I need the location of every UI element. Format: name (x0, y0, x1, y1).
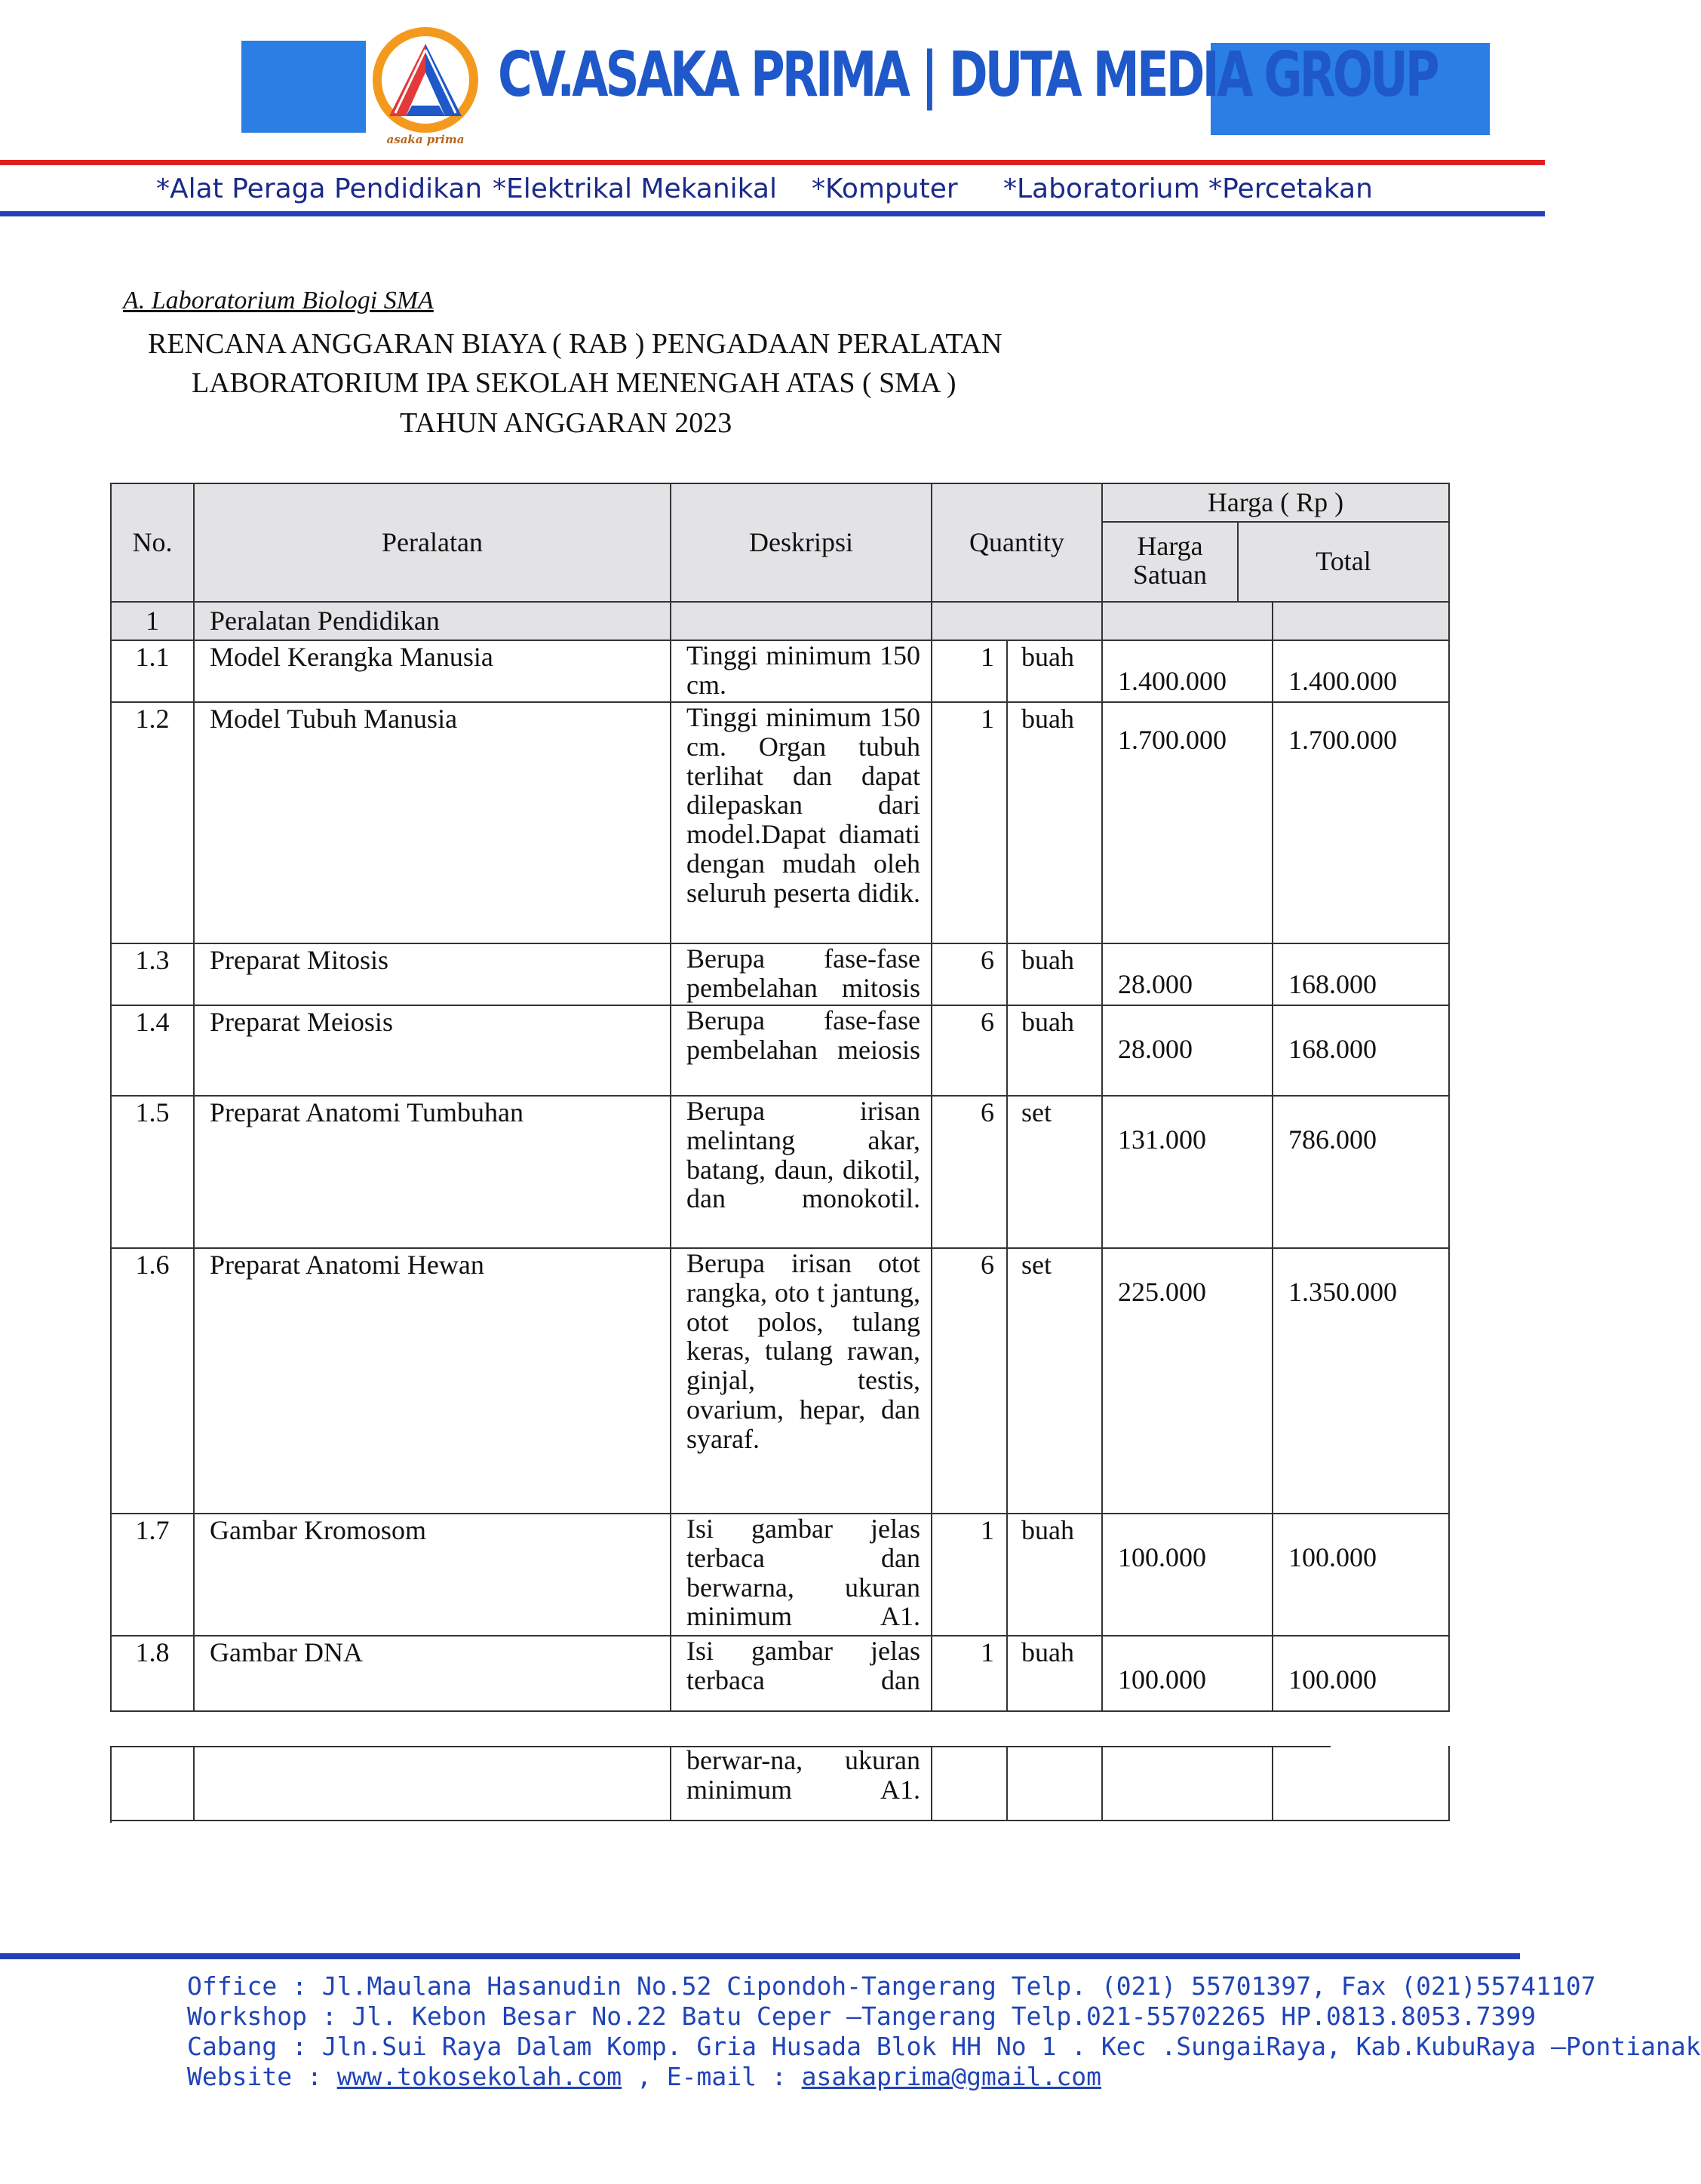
table-cell-total (1273, 1514, 1450, 1636)
row-item-name: Gambar DNA (210, 1637, 363, 1667)
row-quantity: 6 (981, 1007, 994, 1037)
row-total: 1.350.000 (1288, 1277, 1397, 1307)
table-cell-no (112, 1636, 195, 1712)
header-cell-total (1239, 523, 1450, 603)
table-cell-unit (1008, 1006, 1103, 1097)
row-unit: buah (1021, 1515, 1074, 1545)
table-cell-name (195, 1006, 671, 1097)
row-unit: buah (1021, 1007, 1074, 1037)
row-number: 1.8 (135, 1637, 170, 1667)
table-cell-name (195, 944, 671, 1006)
table-cell-price (1103, 1636, 1273, 1712)
table-cell-price (1103, 1006, 1273, 1097)
footer-contact-line (187, 2062, 1701, 2092)
row-description: Berupa fase-fase pembelahan mitosis (686, 943, 920, 1003)
category-no: 1 (146, 606, 159, 636)
category-cell-empty (1273, 603, 1450, 641)
table-cell-desc (671, 1514, 932, 1636)
header-cell-harga-group (1103, 484, 1450, 523)
header-no: No. (132, 527, 173, 557)
header-cell-harga-satuan (1103, 523, 1239, 603)
table-cell-name (195, 641, 671, 703)
row-unit-price: 1.700.000 (1118, 725, 1227, 755)
table-cell-unit (1008, 944, 1103, 1006)
header-cell-peralatan (195, 484, 671, 603)
row-item-name: Preparat Mitosis (210, 945, 388, 975)
table-cell-no (112, 641, 195, 703)
row-unit-price: 225.000 (1118, 1277, 1206, 1307)
table-cell-no (112, 1006, 195, 1097)
row-description: Berupa irisan melintang akar, batang, daun, dikotil, dan monokotil. (686, 1096, 920, 1214)
row-number: 1.1 (135, 642, 170, 672)
table-cell-desc (671, 1006, 932, 1097)
company-logo (367, 27, 484, 155)
document-title-line-2: LABORATORIUM IPA SEKOLAH MENENGAH ATAS ( SMA ) (192, 367, 956, 399)
row-description: Berupa irisan otot rangka, oto t jantung, otot polos, tulang keras, tulang rawan, ginjal, testis, ovarium, hepar, dan syaraf. (686, 1248, 920, 1454)
row-item-name: Preparat Anatomi Hewan (210, 1250, 484, 1280)
table-cell-price (1103, 641, 1273, 703)
table-cell-qty (932, 1097, 1008, 1249)
row-total: 100.000 (1288, 1542, 1377, 1572)
footer-workshop: Workshop : Jl. Kebon Besar No.22 Batu Ceper –Tangerang Telp.021-55702265 HP.0813.8053.7399 (187, 2001, 1537, 2031)
footer-contact (187, 1971, 1701, 2092)
row-item-name: Model Tubuh Manusia (210, 704, 458, 734)
header-blue-rule (0, 211, 1545, 216)
table-cell-price (1103, 1097, 1273, 1249)
table-cell-name (195, 1249, 671, 1514)
row-number: 1.3 (135, 945, 170, 975)
table-cell-qty (932, 1514, 1008, 1636)
document-title-line-3: TAHUN ANGGARAN 2023 (400, 407, 732, 439)
continuation-cell-desc (671, 1746, 932, 1821)
category-cell-name (195, 603, 671, 641)
table-cell-no (112, 1097, 195, 1249)
table-cell-desc (671, 944, 932, 1006)
row-unit-price: 100.000 (1118, 1664, 1206, 1695)
table-cell-name (195, 703, 671, 944)
row-item-name: Gambar Kromosom (210, 1515, 426, 1545)
row-total: 168.000 (1288, 969, 1377, 999)
rab-table (110, 483, 1450, 1712)
header-harga-satuan: Harga Satuan (1133, 531, 1207, 590)
table-cell-qty (932, 641, 1008, 703)
table-cell-total (1273, 1636, 1450, 1712)
table-cell-desc (671, 1097, 932, 1249)
row-description: Berupa fase-fase pembelahan meiosis (686, 1005, 920, 1065)
table-cell-qty (932, 1636, 1008, 1712)
continuation-cell-name (195, 1746, 671, 1821)
continuation-cell-qty (932, 1746, 1008, 1821)
table-cell-qty (932, 1249, 1008, 1514)
row-quantity: 6 (981, 1250, 994, 1280)
row-unit-price: 100.000 (1118, 1542, 1206, 1572)
row-item-name: Preparat Anatomi Tumbuhan (210, 1097, 524, 1127)
row-quantity: 1 (981, 642, 994, 672)
section-title: A. Laboratorium Biologi SMA (123, 287, 434, 314)
row-unit: buah (1021, 642, 1074, 672)
header-cell-no (112, 484, 195, 603)
table-cell-desc (671, 1636, 932, 1712)
table-cell-total (1273, 1249, 1450, 1514)
table-cell-no (112, 1514, 195, 1636)
company-name: CV.ASAKA PRIMA | DUTA MEDIA GROUP (498, 39, 1437, 111)
table-cell-unit (1008, 1249, 1103, 1514)
row-quantity: 1 (981, 1515, 994, 1545)
footer-office: Office : Jl.Maulana Hasanudin No.52 Cipondoh-Tangerang Telp. (021) 55701397, Fax (021)55741107 (187, 1971, 1596, 2001)
continuation-cell-price (1103, 1746, 1273, 1821)
table-cell-price (1103, 1249, 1273, 1514)
row-unit: buah (1021, 704, 1074, 734)
header-deskripsi: Deskripsi (749, 527, 853, 557)
table-cell-desc (671, 703, 932, 944)
row-unit-price: 28.000 (1118, 1034, 1193, 1064)
row-quantity: 6 (981, 1097, 994, 1127)
row-description: Tinggi minimum 150 cm. (686, 640, 920, 700)
table-cell-qty (932, 944, 1008, 1006)
header-blue-block-left (241, 41, 366, 133)
row-number: 1.5 (135, 1097, 170, 1127)
table-cell-qty (932, 1006, 1008, 1097)
table-cell-total (1273, 703, 1450, 944)
rab-table-continuation (110, 1746, 1450, 1823)
row-quantity: 1 (981, 704, 994, 734)
row-total: 786.000 (1288, 1124, 1377, 1155)
table-cell-no (112, 944, 195, 1006)
row-total: 1.400.000 (1288, 666, 1397, 696)
header-peralatan: Peralatan (382, 527, 483, 557)
footer-website-label: Website : (187, 2062, 337, 2091)
table-cell-price (1103, 1514, 1273, 1636)
row-unit-price: 28.000 (1118, 969, 1193, 999)
row-unit: set (1021, 1250, 1052, 1280)
table-cell-price (1103, 944, 1273, 1006)
row-quantity: 1 (981, 1637, 994, 1667)
table-cell-no (112, 1249, 195, 1514)
row-description: Isi gambar jelas terbaca dan (686, 1636, 920, 1695)
table-cell-name (195, 1636, 671, 1712)
category-name: Peralatan Pendidikan (210, 606, 440, 636)
row-quantity: 6 (981, 945, 994, 975)
table-cell-desc (671, 1249, 932, 1514)
continuation-cell-no (112, 1746, 195, 1821)
header-red-rule (0, 160, 1545, 165)
table-cell-name (195, 1514, 671, 1636)
table-cell-total (1273, 944, 1450, 1006)
row-unit: buah (1021, 945, 1074, 975)
document-title-line-1: RENCANA ANGGARAN BIAYA ( RAB ) PENGADAAN PERALATAN (148, 328, 1002, 360)
continuation-cell-total (1273, 1746, 1450, 1821)
table-cell-unit (1008, 641, 1103, 703)
service-item: *Laboratorium *Percetakan (1003, 173, 1373, 204)
website-link[interactable]: www.tokosekolah.com (336, 2062, 622, 2091)
category-cell-empty (1103, 603, 1273, 641)
continuation-cell-unit (1008, 1746, 1103, 1821)
category-cell-empty (932, 603, 1103, 641)
category-cell-no (112, 603, 195, 641)
service-item: *Komputer (812, 173, 958, 204)
table-cell-qty (932, 703, 1008, 944)
service-item: *Elektrikal Mekanikal (493, 173, 777, 204)
table-cell-unit (1008, 1514, 1103, 1636)
table-cell-no (112, 703, 195, 944)
row-description: Isi gambar jelas terbaca dan berwarna, ukuran minimum A1. (686, 1514, 920, 1632)
header-quantity: Quantity (969, 527, 1064, 557)
table-cell-unit (1008, 1636, 1103, 1712)
row-total: 168.000 (1288, 1034, 1377, 1064)
table-cell-price (1103, 703, 1273, 944)
logo-caption: asaka prima (386, 133, 465, 146)
logo-emblem-icon (367, 27, 484, 133)
table-cell-total (1273, 1006, 1450, 1097)
row-total: 1.700.000 (1288, 725, 1397, 755)
header-harga-group: Harga ( Rp ) (1207, 487, 1344, 517)
row-unit-price: 1.400.000 (1118, 666, 1227, 696)
service-item: *Alat Peraga Pendidikan (156, 173, 483, 204)
email-link[interactable]: asakaprima@gmail.com (801, 2062, 1101, 2091)
footer-email-label: , E-mail : (622, 2062, 802, 2091)
table-cell-total (1273, 1097, 1450, 1249)
row-number: 1.4 (135, 1007, 170, 1037)
header-cell-quantity (932, 484, 1103, 603)
row-description: Tinggi minimum 150 cm. Organ tubuh terlihat dan dapat dilepaskan dari model.Dapat diamati dengan mudah oleh seluruh peserta didik. (686, 702, 920, 908)
footer-blue-rule (0, 1953, 1520, 1959)
row-item-name: Model Kerangka Manusia (210, 642, 493, 672)
row-unit-price: 131.000 (1118, 1124, 1206, 1155)
table-cell-desc (671, 641, 932, 703)
header-total: Total (1316, 546, 1371, 576)
row-number: 1.7 (135, 1515, 170, 1545)
row-number: 1.6 (135, 1250, 170, 1280)
row-total: 100.000 (1288, 1664, 1377, 1695)
row-unit: set (1021, 1097, 1052, 1127)
row-item-name: Preparat Meiosis (210, 1007, 393, 1037)
row-unit: buah (1021, 1637, 1074, 1667)
table-cell-name (195, 1097, 671, 1249)
header-cell-deskripsi (671, 484, 932, 603)
table-cell-total (1273, 641, 1450, 703)
category-cell-empty (671, 603, 932, 641)
row-number: 1.2 (135, 704, 170, 734)
table-cell-unit (1008, 1097, 1103, 1249)
footer-cabang: Cabang : Jln.Sui Raya Dalam Komp. Gria Husada Blok HH No 1 . Kec .SungaiRaya, Kab.KubuRaya –Pontianak (187, 2032, 1701, 2061)
continuation-desc: berwar-na, ukuran minimum A1. (686, 1745, 920, 1805)
table-cell-unit (1008, 703, 1103, 944)
